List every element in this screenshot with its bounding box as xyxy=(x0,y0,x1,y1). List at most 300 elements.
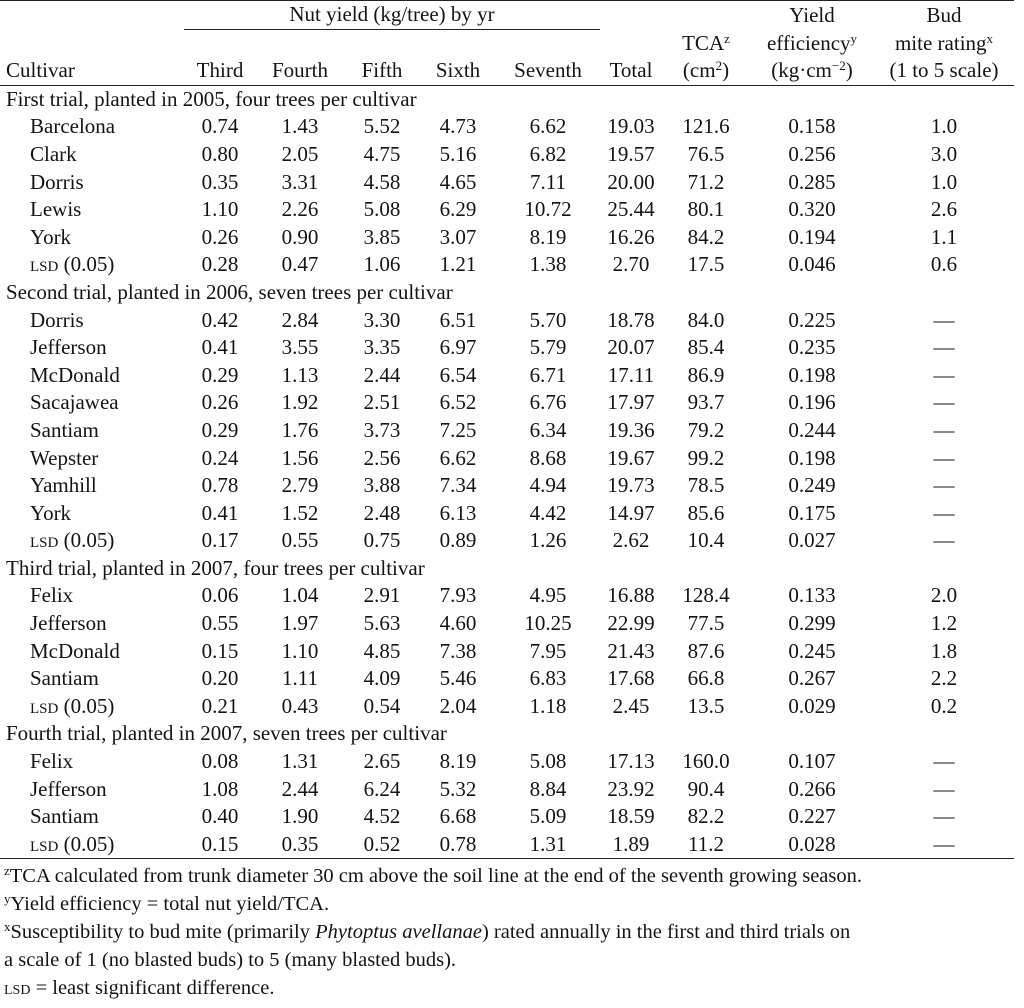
third-cell: 0.80 xyxy=(201,141,239,166)
sixth-cell: 6.29 xyxy=(439,197,477,222)
ye-cell: 0.027 xyxy=(788,528,836,553)
sixth-cell: 7.38 xyxy=(439,638,477,663)
fourth-cell: 0.35 xyxy=(256,831,344,859)
bm-cell: — xyxy=(933,362,955,387)
total-cell: 2.70 xyxy=(612,252,650,277)
total-cell: 2.62 xyxy=(612,528,650,553)
third-cell: 0.41 xyxy=(201,500,239,525)
footnote-lsd: lsd = least significant difference. xyxy=(4,977,275,999)
tca-cell: 86.9 xyxy=(687,362,725,387)
fifth-cell: 3.85 xyxy=(363,224,401,249)
sixth-cell: 2.04 xyxy=(439,693,477,718)
lsd-label: lsd xyxy=(30,252,59,277)
table-row xyxy=(0,141,1014,169)
table-row xyxy=(0,610,1014,638)
tca-cell: 66.8 xyxy=(687,666,725,691)
total-header: Total xyxy=(600,57,662,85)
seventh-cell: 8.84 xyxy=(529,776,567,801)
tca-cell: 84.0 xyxy=(687,307,725,332)
third-cell: 0.42 xyxy=(201,307,239,332)
header-row-2 xyxy=(0,29,1014,57)
bm-cell: — xyxy=(933,528,955,553)
cultivar-cell: Santiam xyxy=(30,417,99,442)
header-row-1 xyxy=(0,1,1014,30)
fourth-cell: 2.84 xyxy=(281,307,319,332)
yield-efficiency-header-line3: $(kg\cdot cm^{-2})$ xyxy=(750,57,874,85)
third-cell: 0.55 xyxy=(201,611,239,636)
sixth-cell: 6.52 xyxy=(439,390,477,415)
ye-cell: 0.285 xyxy=(788,169,836,194)
seventh-cell: 1.38 xyxy=(529,252,567,277)
bm-cell: — xyxy=(933,390,955,415)
trial-section-row xyxy=(0,555,1014,583)
seventh-cell: 5.09 xyxy=(529,804,567,829)
seventh-cell: 5.08 xyxy=(529,749,567,774)
nut-yield-group-header: Nut yield (kg/tree) by yr xyxy=(184,1,600,30)
third-cell: 0.17 xyxy=(201,528,239,553)
tca-cell: 76.5 xyxy=(687,141,725,166)
cultivar-cell: McDonald xyxy=(30,638,120,663)
tca-cell: 77.5 xyxy=(687,611,725,636)
table-row xyxy=(0,307,1014,335)
fourth-cell: 1.90 xyxy=(281,804,319,829)
fifth-cell: 6.24 xyxy=(363,776,401,801)
third-cell: 1.10 xyxy=(201,197,239,222)
footnotes xyxy=(4,862,1024,1002)
fourth-cell: 2.05 xyxy=(281,141,319,166)
fourth-cell: 1.92 xyxy=(281,390,319,415)
sixth-cell: 5.16 xyxy=(439,141,477,166)
bm-cell: 1.1 xyxy=(930,224,958,249)
seventh-cell: 4.94 xyxy=(529,473,567,498)
fourth-cell: 1.11 xyxy=(282,666,318,691)
cultivar-cell: Wepster xyxy=(30,445,99,470)
fifth-cell: 5.52 xyxy=(363,114,401,139)
tca-cell: 82.2 xyxy=(687,804,725,829)
fourth-cell: 1.04 xyxy=(281,583,319,608)
tca-header-line2: $(cm^2)$ xyxy=(662,57,750,85)
fourth-cell: 0.55 xyxy=(281,528,319,553)
seventh-cell: 6.82 xyxy=(529,141,567,166)
fifth-cell: 0.52 xyxy=(344,831,420,859)
trial-section-row xyxy=(0,720,1014,748)
tca-cell: 93.7 xyxy=(687,390,725,415)
lsd-label: lsd xyxy=(30,831,59,856)
table-row xyxy=(0,169,1014,197)
total-cell: 1.89 xyxy=(600,831,662,859)
third-header: Third xyxy=(184,57,256,85)
fourth-cell: 1.10 xyxy=(281,638,319,663)
total-cell: 23.92 xyxy=(607,776,655,801)
bm-cell: — xyxy=(933,445,955,470)
total-cell: 17.13 xyxy=(607,749,655,774)
cultivar-cell: lsd (0.05) xyxy=(30,693,115,718)
bm-cell: 1.0 xyxy=(930,114,958,139)
bm-cell: — xyxy=(874,831,1014,859)
fifth-cell: 3.73 xyxy=(363,417,401,442)
fourth-cell: 2.44 xyxy=(281,776,319,801)
lsd-label: lsd xyxy=(30,528,59,553)
seventh-cell: 8.19 xyxy=(529,224,567,249)
third-cell: 0.20 xyxy=(201,666,239,691)
total-cell: 16.88 xyxy=(607,583,655,608)
third-cell: 0.24 xyxy=(201,445,239,470)
total-cell: 20.07 xyxy=(607,335,655,360)
tca-header-line1: TCA$^z$ xyxy=(682,30,730,55)
footnote-x: $^x$Susceptibility to bud mite (primarily Phytoptus avellanae) rated annually in the first and third trials on xyxy=(4,919,851,943)
fifth-cell: 0.54 xyxy=(363,693,401,718)
bm-cell: 0.6 xyxy=(930,252,958,277)
third-cell: 0.26 xyxy=(201,224,239,249)
third-cell: 0.78 xyxy=(201,473,239,498)
cultivar-cell: McDonald xyxy=(30,362,120,387)
tca-cell: 99.2 xyxy=(687,445,725,470)
fifth-cell: 1.06 xyxy=(363,252,401,277)
ye-cell: 0.256 xyxy=(788,141,836,166)
sixth-cell: 7.34 xyxy=(439,473,477,498)
cultivar-cell: Felix xyxy=(30,583,74,608)
total-cell: 2.45 xyxy=(612,693,650,718)
sixth-cell: 6.97 xyxy=(439,335,477,360)
third-cell: 0.40 xyxy=(201,804,239,829)
tca-cell: 85.4 xyxy=(687,335,725,360)
seventh-cell: 7.11 xyxy=(530,169,566,194)
seventh-cell: 6.83 xyxy=(529,666,567,691)
tca-cell: 71.2 xyxy=(687,169,725,194)
seventh-cell: 6.71 xyxy=(529,362,567,387)
ye-cell: 0.235 xyxy=(788,335,836,360)
tca-cell: 17.5 xyxy=(687,252,725,277)
ye-cell: 0.198 xyxy=(788,362,836,387)
fourth-cell: 2.26 xyxy=(281,197,319,222)
fourth-cell: 1.97 xyxy=(281,611,319,636)
fifth-cell: 2.91 xyxy=(363,583,401,608)
seventh-cell: 6.76 xyxy=(529,390,567,415)
tca-cell: 11.2 xyxy=(662,831,750,859)
third-cell: 0.21 xyxy=(201,693,239,718)
footnote-y: $^y$Yield efficiency = total nut yield/TCA. xyxy=(4,891,330,915)
fourth-cell: 1.76 xyxy=(281,417,319,442)
ye-cell: 0.267 xyxy=(788,666,836,691)
ye-cell: 0.158 xyxy=(788,114,836,139)
bm-cell: 0.2 xyxy=(930,693,958,718)
fifth-cell: 4.52 xyxy=(363,804,401,829)
table-row xyxy=(0,389,1014,417)
table-row xyxy=(0,334,1014,362)
tca-cell: 128.4 xyxy=(682,583,730,608)
table-row xyxy=(0,582,1014,610)
tca-cell: 10.4 xyxy=(687,528,725,553)
bm-cell: — xyxy=(933,776,955,801)
lsd-label: lsd xyxy=(30,693,59,718)
bud-mite-header-line2: mite rating$^x$ xyxy=(894,30,994,55)
tca-cell: 80.1 xyxy=(687,197,725,222)
bm-cell: — xyxy=(933,804,955,829)
seventh-cell: 5.79 xyxy=(529,335,567,360)
fourth-cell: 3.55 xyxy=(281,335,319,360)
third-cell: 0.29 xyxy=(201,417,239,442)
table-row xyxy=(0,445,1014,473)
sixth-header: Sixth xyxy=(420,57,496,85)
table-row xyxy=(0,803,1014,831)
tca-cell: 121.6 xyxy=(682,114,730,139)
ye-cell: 0.245 xyxy=(788,638,836,663)
sixth-cell: 5.46 xyxy=(439,666,477,691)
total-cell: 19.67 xyxy=(607,445,655,470)
lsd-row xyxy=(0,693,1014,721)
seventh-cell: 4.42 xyxy=(529,500,567,525)
sixth-cell: 0.89 xyxy=(439,528,477,553)
table-row xyxy=(0,362,1014,390)
table-row xyxy=(0,472,1014,500)
ye-cell: 0.227 xyxy=(788,804,836,829)
bm-cell: 1.0 xyxy=(930,169,958,194)
cultivar-cell: Jefferson xyxy=(30,776,107,801)
table-row xyxy=(0,113,1014,141)
third-cell: 0.74 xyxy=(201,114,239,139)
bm-cell: — xyxy=(933,307,955,332)
total-cell: 19.73 xyxy=(607,473,655,498)
fifth-cell: 2.65 xyxy=(363,749,401,774)
fourth-cell: 0.47 xyxy=(281,252,319,277)
fifth-cell: 0.75 xyxy=(363,528,401,553)
yield-efficiency-header-line1: Yield xyxy=(750,1,874,30)
total-cell: 18.78 xyxy=(607,307,655,332)
fifth-header: Fifth xyxy=(344,57,420,85)
header-row-3 xyxy=(0,57,1014,85)
ye-cell: 0.133 xyxy=(788,583,836,608)
tca-cell: 90.4 xyxy=(687,776,725,801)
tca-cell: 87.6 xyxy=(687,638,725,663)
tca-cell: 78.5 xyxy=(687,473,725,498)
trial-title: Fourth trial, planted in 2007, seven trees per cultivar xyxy=(6,721,447,746)
footnote-x-line2: a scale of 1 (no blasted buds) to 5 (many blasted buds). xyxy=(4,949,457,971)
cultivar-cell: York xyxy=(30,224,72,249)
tca-cell: 84.2 xyxy=(687,224,725,249)
bm-cell: — xyxy=(933,417,955,442)
seventh-cell: 10.25 xyxy=(524,611,572,636)
tca-cell: 85.6 xyxy=(687,500,725,525)
table-row xyxy=(0,748,1014,776)
table-row xyxy=(0,196,1014,224)
ye-cell: 0.299 xyxy=(788,611,836,636)
fourth-cell: 1.31 xyxy=(281,749,319,774)
tca-cell: 13.5 xyxy=(687,693,725,718)
ye-cell: 0.249 xyxy=(788,473,836,498)
ye-cell: 0.320 xyxy=(788,197,836,222)
total-cell: 20.00 xyxy=(607,169,655,194)
total-cell: 14.97 xyxy=(607,500,655,525)
sixth-cell: 7.93 xyxy=(439,583,477,608)
total-cell: 21.43 xyxy=(607,638,655,663)
total-cell: 22.99 xyxy=(607,611,655,636)
fifth-cell: 3.35 xyxy=(363,335,401,360)
trial-section-row xyxy=(0,85,1014,113)
table-row xyxy=(0,665,1014,693)
ye-cell: 0.225 xyxy=(788,307,836,332)
cultivar-cell: Dorris xyxy=(30,307,84,332)
seventh-cell: 5.70 xyxy=(529,307,567,332)
fifth-cell: 4.58 xyxy=(363,169,401,194)
cultivar-header: Cultivar xyxy=(0,57,184,85)
fifth-cell: 5.08 xyxy=(363,197,401,222)
ye-cell: 0.194 xyxy=(788,224,836,249)
seventh-cell: 4.95 xyxy=(529,583,567,608)
seventh-cell: 1.26 xyxy=(529,528,567,553)
seventh-cell: 8.68 xyxy=(529,445,567,470)
table-row xyxy=(0,417,1014,445)
lsd-row xyxy=(0,527,1014,555)
third-cell: 0.08 xyxy=(201,749,239,774)
fifth-cell: 2.51 xyxy=(363,390,401,415)
total-cell: 17.11 xyxy=(607,362,655,387)
total-cell: 19.03 xyxy=(607,114,655,139)
seventh-cell: 1.31 xyxy=(496,831,600,859)
third-cell: 0.41 xyxy=(201,335,239,360)
cultivar-cell: Felix xyxy=(30,749,74,774)
bm-cell: — xyxy=(933,749,955,774)
fifth-cell: 2.48 xyxy=(363,500,401,525)
bm-cell: 3.0 xyxy=(930,141,958,166)
bm-cell: 1.8 xyxy=(930,638,958,663)
bm-cell: 2.2 xyxy=(930,666,958,691)
cultivar-cell: Clark xyxy=(30,141,77,166)
sixth-cell: 1.21 xyxy=(439,252,477,277)
seventh-header: Seventh xyxy=(496,57,600,85)
fourth-cell: 1.43 xyxy=(281,114,319,139)
total-cell: 25.44 xyxy=(607,197,655,222)
cultivar-cell: Dorris xyxy=(30,169,84,194)
lsd-row xyxy=(0,251,1014,279)
bm-cell: 2.6 xyxy=(930,197,958,222)
ye-cell: 0.244 xyxy=(788,417,836,442)
seventh-cell: 10.72 xyxy=(524,197,572,222)
sixth-cell: 6.13 xyxy=(439,500,477,525)
third-cell: 0.35 xyxy=(201,169,239,194)
seventh-cell: 6.34 xyxy=(529,417,567,442)
third-cell: 0.15 xyxy=(201,638,239,663)
sixth-cell: 4.60 xyxy=(439,611,477,636)
fifth-cell: 4.85 xyxy=(363,638,401,663)
table-row xyxy=(0,500,1014,528)
cultivar-cell: lsd (0.05) xyxy=(0,831,184,859)
cultivar-cell: Lewis xyxy=(30,197,82,222)
footnote-z: $^z$TCA calculated from trunk diameter 30 cm above the soil line at the end of the seventh growing season. xyxy=(4,863,862,887)
sixth-cell: 0.78 xyxy=(420,831,496,859)
sixth-cell: 6.62 xyxy=(439,445,477,470)
ye-cell: 0.266 xyxy=(788,776,836,801)
fifth-cell: 3.30 xyxy=(363,307,401,332)
trial-title: Third trial, planted in 2007, four trees per cultivar xyxy=(6,555,425,580)
fourth-cell: 1.56 xyxy=(281,445,319,470)
fourth-cell: 2.79 xyxy=(281,473,319,498)
ye-cell: 0.046 xyxy=(788,252,836,277)
sixth-cell: 7.25 xyxy=(439,417,477,442)
cultivar-cell: Jefferson xyxy=(30,611,107,636)
total-cell: 16.26 xyxy=(607,224,655,249)
ye-cell: 0.196 xyxy=(788,390,836,415)
fifth-cell: 3.88 xyxy=(363,473,401,498)
total-cell: 18.59 xyxy=(607,804,655,829)
bud-mite-header-line3: (1 to 5 scale) xyxy=(874,57,1014,85)
sixth-cell: 6.54 xyxy=(439,362,477,387)
cultivar-cell: Sacajawea xyxy=(30,390,119,415)
cultivar-cell: lsd (0.05) xyxy=(30,528,115,553)
sixth-cell: 4.73 xyxy=(439,114,477,139)
bm-cell: — xyxy=(933,473,955,498)
fourth-cell: 3.31 xyxy=(281,169,319,194)
ye-cell: 0.107 xyxy=(788,749,836,774)
fifth-cell: 2.44 xyxy=(363,362,401,387)
tca-cell: 160.0 xyxy=(682,749,730,774)
lsd-row xyxy=(0,831,1014,859)
seventh-cell: 6.62 xyxy=(529,114,567,139)
seventh-cell: 7.95 xyxy=(529,638,567,663)
table-row xyxy=(0,776,1014,804)
table-row xyxy=(0,224,1014,252)
cultivar-cell: York xyxy=(30,500,72,525)
cultivar-cell: lsd (0.05) xyxy=(30,252,115,277)
ye-cell: 0.198 xyxy=(788,445,836,470)
total-cell: 19.57 xyxy=(607,141,655,166)
ye-cell: 0.028 xyxy=(750,831,874,859)
cultivar-cell: Jefferson xyxy=(30,335,107,360)
cultivar-cell: Santiam xyxy=(30,666,99,691)
total-cell: 17.68 xyxy=(607,666,655,691)
fifth-cell: 4.09 xyxy=(363,666,401,691)
sixth-cell: 6.68 xyxy=(439,804,477,829)
fourth-cell: 1.13 xyxy=(281,362,319,387)
sixth-cell: 8.19 xyxy=(439,749,477,774)
third-cell: 0.29 xyxy=(201,362,239,387)
fourth-cell: 0.43 xyxy=(281,693,319,718)
fifth-cell: 2.56 xyxy=(363,445,401,470)
third-cell: 1.08 xyxy=(201,776,239,801)
bm-cell: — xyxy=(933,500,955,525)
third-cell: 0.28 xyxy=(201,252,239,277)
ye-cell: 0.175 xyxy=(788,500,836,525)
bm-cell: 1.2 xyxy=(930,611,958,636)
ye-cell: 0.029 xyxy=(788,693,836,718)
trial-section-row xyxy=(0,279,1014,307)
fourth-header: Fourth xyxy=(256,57,344,85)
fifth-cell: 5.63 xyxy=(363,611,401,636)
sixth-cell: 6.51 xyxy=(439,307,477,332)
third-cell: 0.06 xyxy=(201,583,239,608)
cultivar-cell: Yamhill xyxy=(30,473,97,498)
bud-mite-header-line1: Bud xyxy=(874,1,1014,30)
fifth-cell: 4.75 xyxy=(363,141,401,166)
table-row xyxy=(0,638,1014,666)
fourth-cell: 0.90 xyxy=(281,224,319,249)
sixth-cell: 5.32 xyxy=(439,776,477,801)
cultivar-cell: Barcelona xyxy=(30,114,116,139)
tca-cell: 79.2 xyxy=(687,417,725,442)
fourth-cell: 1.52 xyxy=(281,500,319,525)
yield-efficiency-header-line2: efficiency$^y$ xyxy=(766,30,858,55)
cultivar-cell: Santiam xyxy=(30,804,99,829)
total-cell: 19.36 xyxy=(607,417,655,442)
sixth-cell: 3.07 xyxy=(439,224,477,249)
trial-title: Second trial, planted in 2006, seven trees per cultivar xyxy=(6,279,453,304)
bm-cell: 2.0 xyxy=(930,583,958,608)
third-cell: 0.26 xyxy=(201,390,239,415)
sixth-cell: 4.65 xyxy=(439,169,477,194)
trial-title: First trial, planted in 2005, four trees per cultivar xyxy=(6,86,417,111)
bm-cell: — xyxy=(933,335,955,360)
third-cell: 0.15 xyxy=(184,831,256,859)
seventh-cell: 1.18 xyxy=(529,693,567,718)
